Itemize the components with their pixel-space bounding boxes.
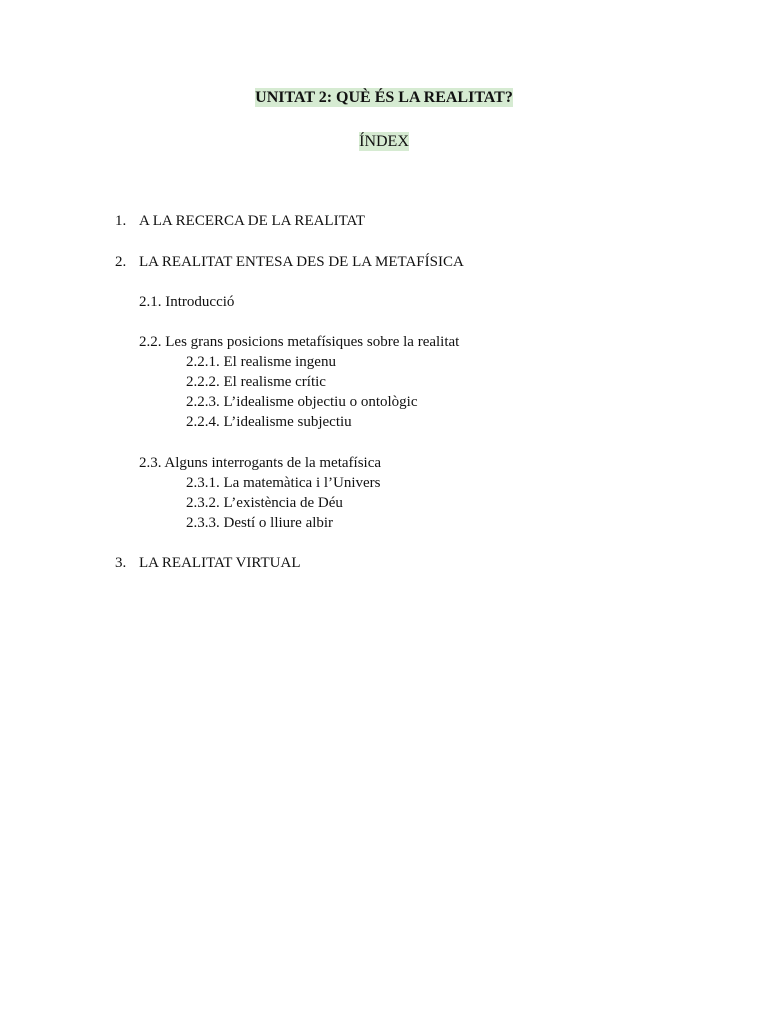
toc-item-1 [115, 211, 365, 231]
toc-item-2-3-3: 2.3.3. Destí o lliure albir [186, 515, 334, 531]
toc-item-2-3-2: 2.3.2. L’existència de Déu [186, 495, 343, 511]
toc-item-2-2-4: 2.2.4. L’idealisme subjectiu [186, 414, 352, 430]
toc-item-2 [115, 252, 464, 272]
toc-label: A LA RECERCA DE LA REALITAT [139, 213, 365, 229]
toc-label: LA REALITAT ENTESA DES DE LA METAFÍSICA [139, 254, 464, 270]
toc-number: 1. [115, 213, 127, 229]
index-heading [0, 132, 768, 152]
toc-item-2-1: 2.1. Introducció [139, 294, 235, 310]
toc-number: 3. [115, 555, 127, 571]
toc-item-2-2-1: 2.2.1. El realisme ingenu [186, 354, 336, 370]
index-heading-text: ÍNDEX [359, 133, 409, 150]
title-text: UNITAT 2: QUÈ ÉS LA REALITAT? [255, 89, 513, 106]
document-title [0, 88, 768, 108]
toc-label: LA REALITAT VIRTUAL [139, 555, 301, 571]
toc-item-3 [115, 553, 301, 573]
toc-number: 2. [115, 254, 127, 270]
toc-item-2-2-3: 2.2.3. L’idealisme objectiu o ontològic [186, 394, 418, 410]
toc-item-2-2-2: 2.2.2. El realisme crític [186, 374, 326, 390]
toc-item-2-3-1: 2.3.1. La matemàtica i l’Univers [186, 475, 381, 491]
toc-item-2-2: 2.2. Les grans posicions metafísiques sobre la realitat [139, 334, 460, 350]
toc-item-2-3: 2.3. Alguns interrogants de la metafísica [139, 455, 382, 471]
